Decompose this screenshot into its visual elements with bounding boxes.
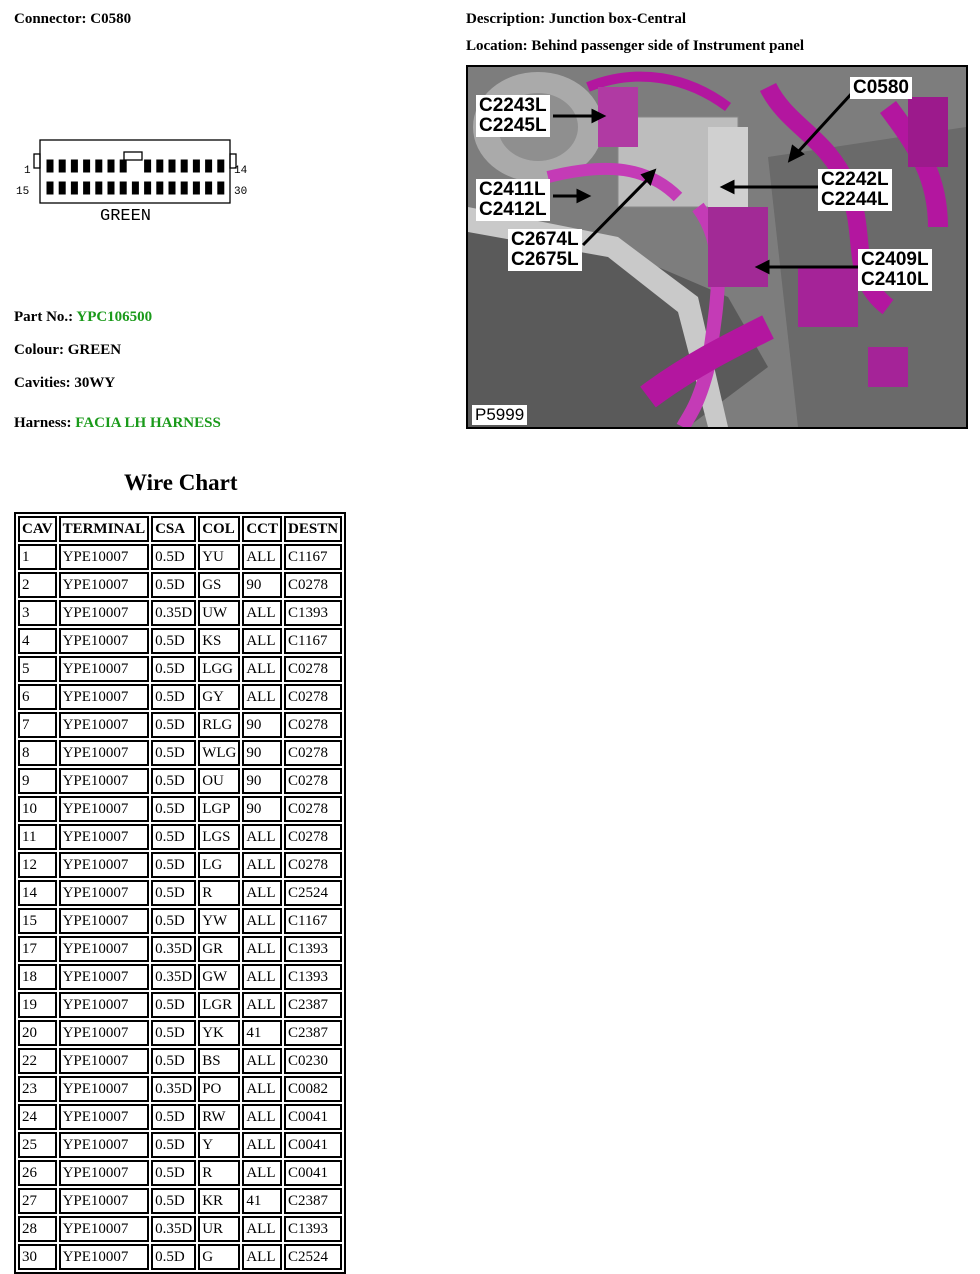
- cell-csa: 0.5D: [151, 656, 196, 682]
- column-header-csa: CSA: [151, 516, 196, 542]
- connector-colour-text: GREEN: [100, 207, 152, 226]
- photo-reference: P5999: [472, 405, 527, 425]
- table-row: [18, 1244, 342, 1270]
- cell-cct: 90: [242, 796, 282, 822]
- connector-pin-cavity: [145, 182, 151, 194]
- cell-destn: C0278: [284, 684, 342, 710]
- cell-csa: 0.5D: [151, 1020, 196, 1046]
- table-row: [18, 740, 342, 766]
- table-row: [18, 1076, 342, 1102]
- table-row: [18, 1188, 342, 1214]
- cell-destn: C0041: [284, 1132, 342, 1158]
- callout-c2243-c2245: [476, 95, 550, 137]
- cell-cav: 27: [18, 1188, 57, 1214]
- cell-destn: C2524: [284, 880, 342, 906]
- connector-pin-cavity: [157, 160, 163, 172]
- callout-c2409-c2410: [858, 249, 932, 291]
- cell-cav: 23: [18, 1076, 57, 1102]
- cell-cct: 90: [242, 572, 282, 598]
- connector-pin-cavity: [193, 182, 199, 194]
- cell-terminal: YPE10007: [59, 1188, 150, 1214]
- connector-pin-cavity: [47, 160, 53, 172]
- table-row: [18, 796, 342, 822]
- part-number-value: YPC106500: [76, 309, 153, 325]
- cell-cct: ALL: [242, 992, 282, 1018]
- callout-c2244l: C2244L: [821, 189, 889, 210]
- connector-pin-cavity: [157, 182, 163, 194]
- cell-csa: 0.5D: [151, 908, 196, 934]
- table-row: [18, 824, 342, 850]
- callout-c2674l: C2674L: [511, 229, 579, 250]
- cell-cav: 25: [18, 1132, 57, 1158]
- cell-csa: 0.5D: [151, 740, 196, 766]
- table-row: [18, 656, 342, 682]
- callout-c2243l: C2243L: [479, 95, 547, 116]
- cell-cav: 1: [18, 544, 57, 570]
- connector-face-diagram: [14, 132, 254, 228]
- cell-cav: 6: [18, 684, 57, 710]
- cell-destn: C0278: [284, 572, 342, 598]
- cell-terminal: YPE10007: [59, 684, 150, 710]
- cell-cct: ALL: [242, 1076, 282, 1102]
- cell-col: G: [198, 1244, 240, 1270]
- cell-cct: 41: [242, 1020, 282, 1046]
- cell-csa: 0.5D: [151, 544, 196, 570]
- cell-destn: C0278: [284, 852, 342, 878]
- cell-cav: 28: [18, 1216, 57, 1242]
- cell-terminal: YPE10007: [59, 1020, 150, 1046]
- cell-col: UW: [198, 600, 240, 626]
- cell-col: R: [198, 1160, 240, 1186]
- cell-terminal: YPE10007: [59, 1244, 150, 1270]
- callout-c2411-c2412: [476, 179, 550, 221]
- cell-col: YW: [198, 908, 240, 934]
- cell-cav: 22: [18, 1048, 57, 1074]
- cell-col: BS: [198, 1048, 240, 1074]
- connector-pin-cavity: [84, 182, 90, 194]
- cell-cct: ALL: [242, 908, 282, 934]
- cell-cct: ALL: [242, 684, 282, 710]
- cell-destn: C1393: [284, 964, 342, 990]
- connector-pin-cavity: [108, 182, 114, 194]
- cell-terminal: YPE10007: [59, 544, 150, 570]
- table-row: [18, 768, 342, 794]
- cell-cav: 12: [18, 852, 57, 878]
- connector-pin-cavity: [108, 160, 114, 172]
- table-row: [18, 684, 342, 710]
- cell-csa: 0.35D: [151, 1076, 196, 1102]
- wire-chart-table: [14, 512, 346, 1274]
- cell-cav: 10: [18, 796, 57, 822]
- connector-pin-cavity: [47, 182, 53, 194]
- cell-csa: 0.35D: [151, 964, 196, 990]
- cell-cav: 9: [18, 768, 57, 794]
- cell-csa: 0.35D: [151, 1216, 196, 1242]
- table-row: [18, 964, 342, 990]
- pin-label-1: 1: [24, 165, 31, 177]
- cell-col: GR: [198, 936, 240, 962]
- cell-csa: 0.5D: [151, 684, 196, 710]
- table-row: [18, 1048, 342, 1074]
- cell-col: RW: [198, 1104, 240, 1130]
- cell-terminal: YPE10007: [59, 1132, 150, 1158]
- cell-terminal: YPE10007: [59, 628, 150, 654]
- cell-col: UR: [198, 1216, 240, 1242]
- cell-terminal: YPE10007: [59, 936, 150, 962]
- cell-col: PO: [198, 1076, 240, 1102]
- cell-destn: C1167: [284, 628, 342, 654]
- callout-c2242l: C2242L: [821, 169, 889, 190]
- callout-c2242-c2244: [818, 169, 892, 211]
- cell-terminal: YPE10007: [59, 600, 150, 626]
- pin-label-15: 15: [16, 186, 30, 198]
- cell-cct: ALL: [242, 1048, 282, 1074]
- cell-cav: 4: [18, 628, 57, 654]
- cell-cav: 3: [18, 600, 57, 626]
- cell-cav: 20: [18, 1020, 57, 1046]
- cell-cct: ALL: [242, 824, 282, 850]
- connector-pin-cavity: [218, 182, 224, 194]
- cell-cav: 18: [18, 964, 57, 990]
- cell-col: RLG: [198, 712, 240, 738]
- connector-pin-cavity: [71, 160, 77, 172]
- cell-cct: ALL: [242, 964, 282, 990]
- connector-pin-cavity: [181, 182, 187, 194]
- cell-terminal: YPE10007: [59, 656, 150, 682]
- cell-cct: 90: [242, 740, 282, 766]
- cell-col: GW: [198, 964, 240, 990]
- cell-csa: 0.5D: [151, 1160, 196, 1186]
- cell-cct: ALL: [242, 544, 282, 570]
- cell-cav: 19: [18, 992, 57, 1018]
- callout-c2245l: C2245L: [479, 115, 547, 136]
- callout-c0580: C0580: [850, 77, 912, 99]
- cell-csa: 0.5D: [151, 796, 196, 822]
- connector-pin-cavity: [169, 182, 175, 194]
- harness-label: Harness:: [14, 415, 72, 431]
- cell-terminal: YPE10007: [59, 1160, 150, 1186]
- cell-cct: ALL: [242, 1244, 282, 1270]
- cell-destn: C0278: [284, 824, 342, 850]
- connector-pin-cavity: [206, 160, 212, 172]
- cell-cct: ALL: [242, 1132, 282, 1158]
- part-number-label: Part No.:: [14, 309, 74, 325]
- location-photo: [466, 65, 968, 429]
- cell-cct: ALL: [242, 600, 282, 626]
- cell-cav: 15: [18, 908, 57, 934]
- cell-cav: 7: [18, 712, 57, 738]
- cell-terminal: YPE10007: [59, 768, 150, 794]
- table-row: [18, 1160, 342, 1186]
- cell-destn: C2524: [284, 1244, 342, 1270]
- connector-pin-cavity: [59, 182, 65, 194]
- table-row: [18, 908, 342, 934]
- table-row: [18, 936, 342, 962]
- cell-cct: ALL: [242, 656, 282, 682]
- connector-pin-cavity: [71, 182, 77, 194]
- cell-destn: C2387: [284, 1020, 342, 1046]
- cell-csa: 0.5D: [151, 824, 196, 850]
- cell-cct: ALL: [242, 880, 282, 906]
- cell-col: OU: [198, 768, 240, 794]
- cell-destn: C1393: [284, 1216, 342, 1242]
- connector-pin-cavity: [96, 182, 102, 194]
- table-row: [18, 544, 342, 570]
- connector-pin-cavity: [59, 160, 65, 172]
- connector-pin-cavity: [218, 160, 224, 172]
- cell-cct: ALL: [242, 852, 282, 878]
- cell-terminal: YPE10007: [59, 740, 150, 766]
- cell-cav: 8: [18, 740, 57, 766]
- cell-csa: 0.5D: [151, 1048, 196, 1074]
- table-row: [18, 712, 342, 738]
- location-label: Location: Behind passenger side of Instrument panel: [466, 38, 805, 54]
- column-header-destn: DESTN: [284, 516, 342, 542]
- cell-col: LG: [198, 852, 240, 878]
- cell-terminal: YPE10007: [59, 796, 150, 822]
- cell-cct: 90: [242, 768, 282, 794]
- cell-col: LGR: [198, 992, 240, 1018]
- callout-c2410l: C2410L: [861, 269, 929, 290]
- connector-pin-cavity: [96, 160, 102, 172]
- cell-csa: 0.5D: [151, 628, 196, 654]
- cell-csa: 0.35D: [151, 936, 196, 962]
- cell-col: R: [198, 880, 240, 906]
- cell-terminal: YPE10007: [59, 964, 150, 990]
- cell-terminal: YPE10007: [59, 1104, 150, 1130]
- table-row: [18, 880, 342, 906]
- cell-csa: 0.5D: [151, 572, 196, 598]
- cell-csa: 0.5D: [151, 712, 196, 738]
- table-row: [18, 1020, 342, 1046]
- cell-terminal: YPE10007: [59, 880, 150, 906]
- connector-pin-cavity: [120, 182, 126, 194]
- callout-c2412l: C2412L: [479, 199, 547, 220]
- cell-cct: ALL: [242, 1104, 282, 1130]
- cell-col: LGP: [198, 796, 240, 822]
- cell-terminal: YPE10007: [59, 1216, 150, 1242]
- cell-csa: 0.5D: [151, 1244, 196, 1270]
- connector-label: Connector: C0580: [14, 11, 132, 27]
- cell-col: LGS: [198, 824, 240, 850]
- cell-destn: C1393: [284, 936, 342, 962]
- connector-face-svg: [14, 132, 254, 228]
- cell-destn: C0230: [284, 1048, 342, 1074]
- cell-destn: C2387: [284, 1188, 342, 1214]
- table-row: [18, 992, 342, 1018]
- cell-cav: 17: [18, 936, 57, 962]
- table-row: [18, 1104, 342, 1130]
- part-number: [14, 309, 152, 326]
- cell-csa: 0.5D: [151, 1132, 196, 1158]
- cell-destn: C0278: [284, 796, 342, 822]
- table-row: [18, 600, 342, 626]
- wire-chart-body: [18, 544, 342, 1270]
- connector-pin-cavity: [145, 160, 151, 172]
- connector-pin-cavity: [132, 182, 138, 194]
- cell-destn: C1167: [284, 544, 342, 570]
- cell-terminal: YPE10007: [59, 824, 150, 850]
- cell-terminal: YPE10007: [59, 1048, 150, 1074]
- colour-text: Colour: GREEN: [14, 342, 122, 358]
- cell-cct: ALL: [242, 1160, 282, 1186]
- cell-destn: C1393: [284, 600, 342, 626]
- cell-col: YU: [198, 544, 240, 570]
- cell-csa: 0.35D: [151, 600, 196, 626]
- table-row: [18, 1216, 342, 1242]
- cell-destn: C0041: [284, 1160, 342, 1186]
- cell-csa: 0.5D: [151, 852, 196, 878]
- cell-csa: 0.5D: [151, 768, 196, 794]
- cell-terminal: YPE10007: [59, 712, 150, 738]
- callout-c2411l: C2411L: [479, 179, 546, 200]
- cell-destn: C2387: [284, 992, 342, 1018]
- wire-chart-title: Wire Chart: [124, 470, 238, 495]
- pin-label-14: 14: [234, 165, 248, 177]
- cell-destn: C0278: [284, 768, 342, 794]
- cell-cav: 5: [18, 656, 57, 682]
- connector-key: [124, 152, 142, 160]
- cell-cct: ALL: [242, 1216, 282, 1242]
- cell-cav: 14: [18, 880, 57, 906]
- column-header-terminal: TERMINAL: [59, 516, 150, 542]
- cell-terminal: YPE10007: [59, 1076, 150, 1102]
- cell-cav: 24: [18, 1104, 57, 1130]
- cell-cct: ALL: [242, 936, 282, 962]
- cell-destn: C0278: [284, 656, 342, 682]
- table-row: [18, 1132, 342, 1158]
- connector-pin-cavity: [181, 160, 187, 172]
- cell-cav: 30: [18, 1244, 57, 1270]
- cell-cav: 2: [18, 572, 57, 598]
- callout-c2409l: C2409L: [861, 249, 929, 270]
- column-header-col: COL: [198, 516, 240, 542]
- cell-csa: 0.5D: [151, 1188, 196, 1214]
- table-row: [18, 572, 342, 598]
- cell-csa: 0.5D: [151, 1104, 196, 1130]
- table-row: [18, 852, 342, 878]
- description-label: Description: Junction box-Central: [466, 11, 686, 27]
- cell-cct: ALL: [242, 628, 282, 654]
- cell-col: GS: [198, 572, 240, 598]
- cell-cct: 90: [242, 712, 282, 738]
- cell-csa: 0.5D: [151, 992, 196, 1018]
- cell-col: WLG: [198, 740, 240, 766]
- connector-left-latch: [34, 154, 40, 168]
- cell-destn: C0278: [284, 740, 342, 766]
- connector-pin-cavity: [169, 160, 175, 172]
- cell-terminal: YPE10007: [59, 572, 150, 598]
- cell-col: KS: [198, 628, 240, 654]
- cell-cav: 26: [18, 1160, 57, 1186]
- callout-c2675l: C2675L: [511, 249, 579, 270]
- cell-destn: C0278: [284, 712, 342, 738]
- pin-label-30: 30: [234, 186, 248, 198]
- cell-destn: C1167: [284, 908, 342, 934]
- connector-pin-cavity: [206, 182, 212, 194]
- cell-cav: 11: [18, 824, 57, 850]
- cell-col: YK: [198, 1020, 240, 1046]
- table-row: [18, 628, 342, 654]
- cell-cct: 41: [242, 1188, 282, 1214]
- column-header-cav: CAV: [18, 516, 57, 542]
- cell-terminal: YPE10007: [59, 992, 150, 1018]
- cell-col: LGG: [198, 656, 240, 682]
- wire-chart-header-row: [18, 516, 342, 542]
- cell-destn: C0082: [284, 1076, 342, 1102]
- cell-col: Y: [198, 1132, 240, 1158]
- cell-terminal: YPE10007: [59, 908, 150, 934]
- cell-csa: 0.5D: [151, 880, 196, 906]
- harness: [14, 415, 221, 432]
- cell-destn: C0041: [284, 1104, 342, 1130]
- cavities-text: Cavities: 30WY: [14, 375, 116, 391]
- harness-value: FACIA LH HARNESS: [75, 415, 221, 431]
- column-header-cct: CCT: [242, 516, 282, 542]
- connector-pin-cavity: [120, 160, 126, 172]
- connector-pin-cavity: [84, 160, 90, 172]
- callout-c2674-c2675: [508, 229, 582, 271]
- cell-col: KR: [198, 1188, 240, 1214]
- cell-terminal: YPE10007: [59, 852, 150, 878]
- cell-col: GY: [198, 684, 240, 710]
- connector-pin-cavity: [193, 160, 199, 172]
